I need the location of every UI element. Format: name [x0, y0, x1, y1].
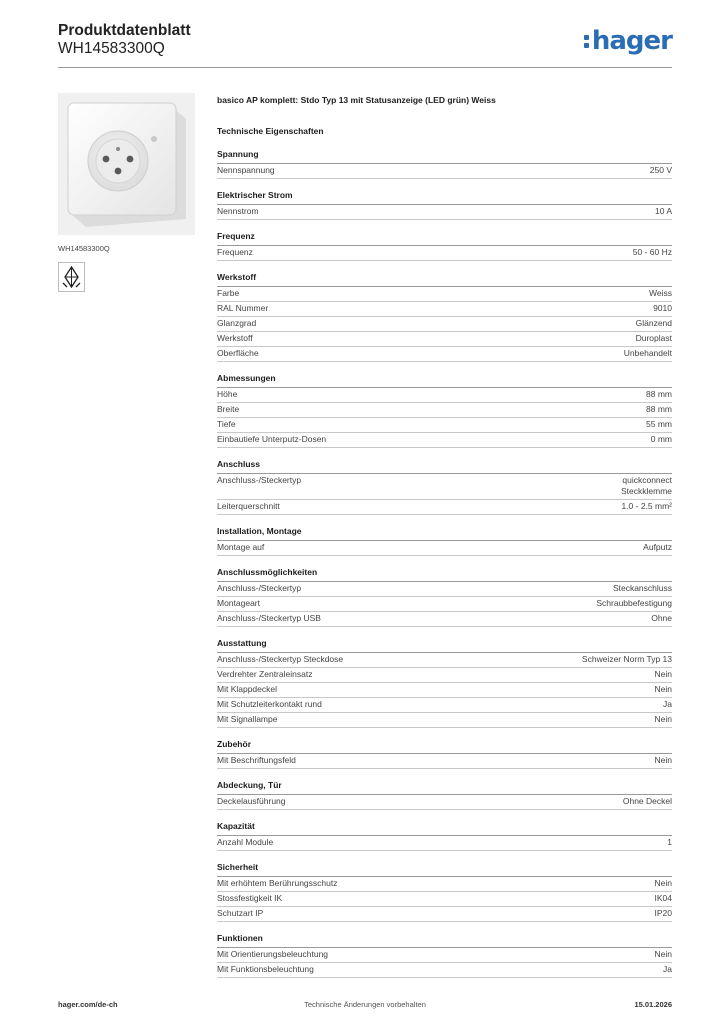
spec-group	[217, 459, 672, 515]
product-image	[58, 93, 195, 235]
spec-label: Mit Schutzleiterkontakt rund	[217, 699, 322, 709]
spec-group	[217, 272, 672, 362]
spec-value: 50 - 60 Hz	[632, 247, 672, 257]
spec-row	[217, 164, 672, 179]
spec-row	[217, 892, 672, 907]
spec-label: Mit erhöhtem Berührungsschutz	[217, 878, 338, 888]
hager-logo	[584, 26, 672, 56]
spec-group	[217, 149, 672, 179]
spec-group	[217, 821, 672, 851]
footer-date: 15.01.2026	[634, 1000, 672, 1009]
spec-row	[217, 347, 672, 362]
spec-row	[217, 302, 672, 317]
spec-row	[217, 653, 672, 668]
spec-value: 0 mm	[650, 434, 672, 444]
spec-groups	[217, 149, 672, 978]
page-footer	[58, 1000, 672, 1012]
spec-label: Farbe	[217, 288, 240, 298]
ce-certification-icon	[58, 262, 85, 292]
spec-value: Nein	[654, 755, 672, 765]
spec-value: Ohne Deckel	[622, 796, 672, 806]
spec-value: Aufputz	[643, 542, 672, 552]
spec-value: 1.0 - 2.5 mm²	[621, 501, 672, 511]
spec-row	[217, 713, 672, 728]
spec-label: Nennstrom	[217, 206, 259, 216]
spec-value: Steckanschluss	[612, 583, 672, 593]
spec-label: Stossfestigkeit IK	[217, 893, 283, 903]
product-code: WH14583300Q	[58, 40, 165, 57]
spec-group-title: Frequenz	[217, 231, 672, 246]
spec-value: 88 mm	[646, 404, 672, 414]
spec-label: Einbautiefe Unterputz-Dosen	[217, 434, 327, 444]
spec-group	[217, 190, 672, 220]
spec-label: Leiterquerschnitt	[217, 501, 280, 511]
spec-group	[217, 862, 672, 922]
header-divider	[58, 67, 672, 68]
spec-group-title: Zubehör	[217, 739, 672, 754]
spec-row	[217, 246, 672, 261]
spec-group	[217, 526, 672, 556]
spec-group-title: Anschluss	[217, 459, 672, 474]
spec-group-title: Installation, Montage	[217, 526, 672, 541]
spec-row	[217, 317, 672, 332]
spec-label: RAL Nummer	[217, 303, 269, 313]
spec-row	[217, 795, 672, 810]
spec-row	[217, 698, 672, 713]
spec-row	[217, 683, 672, 698]
spec-label: Mit Orientierungsbeleuchtung	[217, 949, 329, 959]
spec-label: Anschluss-/Steckertyp	[217, 475, 302, 485]
spec-value: quickconnect Steckklemme	[620, 475, 672, 496]
spec-value: Glänzend	[635, 318, 672, 328]
spec-row	[217, 907, 672, 922]
spec-group	[217, 638, 672, 728]
spec-row	[217, 418, 672, 433]
spec-group	[217, 739, 672, 769]
spec-row	[217, 474, 672, 500]
spec-row	[217, 754, 672, 769]
spec-row	[217, 612, 672, 627]
spec-row	[217, 963, 672, 978]
spec-row	[217, 403, 672, 418]
footer-website: hager.com/de-ch	[58, 1000, 118, 1009]
spec-value: Schweizer Norm Typ 13	[581, 654, 672, 664]
spec-row	[217, 287, 672, 302]
spec-group-title: Abmessungen	[217, 373, 672, 388]
spec-group-title: Spannung	[217, 149, 672, 164]
spec-row	[217, 836, 672, 851]
footer-notice: Technische Änderungen vorbehalten	[304, 1000, 426, 1009]
spec-value: 10 A	[654, 206, 672, 216]
spec-value: Nein	[654, 669, 672, 679]
spec-row	[217, 948, 672, 963]
spec-label: Deckelausführung	[217, 796, 286, 806]
spec-value: 88 mm	[646, 389, 672, 399]
spec-label: Tiefe	[217, 419, 236, 429]
spec-label: Glanzgrad	[217, 318, 257, 328]
spec-group	[217, 567, 672, 627]
page-header	[58, 20, 672, 68]
spec-row	[217, 582, 672, 597]
spec-value: Nein	[654, 684, 672, 694]
spec-group	[217, 373, 672, 448]
main-content	[217, 95, 672, 989]
technical-properties-title: Technische Eigenschaften	[217, 126, 324, 136]
spec-value: Schraubbefestigung	[596, 598, 672, 608]
spec-row	[217, 332, 672, 347]
spec-value: IK04	[654, 893, 672, 903]
product-description: basico AP komplett: Stdo Typ 13 mit Statusanzeige (LED grün) Weiss	[217, 95, 496, 105]
spec-group-title: Anschlussmöglichkeiten	[217, 567, 672, 582]
spec-label: Schutzart IP	[217, 908, 264, 918]
spec-row	[217, 877, 672, 892]
spec-group-title: Sicherheit	[217, 862, 672, 877]
spec-group-title: Ausstattung	[217, 638, 672, 653]
spec-group-title: Elektrischer Strom	[217, 190, 672, 205]
spec-value: Ja	[663, 699, 672, 709]
spec-label: Montageart	[217, 598, 260, 608]
spec-label: Mit Funktionsbeleuchtung	[217, 964, 314, 974]
spec-value: Duroplast	[635, 333, 672, 343]
spec-group-title: Abdeckung, Tür	[217, 780, 672, 795]
spec-row	[217, 433, 672, 448]
spec-row	[217, 597, 672, 612]
spec-label: Anschluss-/Steckertyp Steckdose	[217, 654, 344, 664]
logo-text: hager	[591, 26, 672, 56]
spec-label: Anschluss-/Steckertyp	[217, 583, 302, 593]
spec-label: Anschluss-/Steckertyp USB	[217, 613, 321, 623]
spec-label: Mit Signallampe	[217, 714, 278, 724]
logo-dots-icon	[584, 35, 590, 51]
spec-value: Nein	[654, 714, 672, 724]
spec-group-title: Kapazität	[217, 821, 672, 836]
spec-row	[217, 500, 672, 515]
spec-label: Werkstoff	[217, 333, 253, 343]
spec-value: Ohne	[651, 613, 672, 623]
spec-value: 250 V	[649, 165, 672, 175]
spec-value: 55 mm	[646, 419, 672, 429]
spec-label: Mit Beschriftungsfeld	[217, 755, 296, 765]
spec-row	[217, 541, 672, 556]
spec-value: 1	[667, 837, 672, 847]
spec-row	[217, 388, 672, 403]
spec-value: Nein	[654, 949, 672, 959]
spec-row	[217, 668, 672, 683]
spec-label: Oberfläche	[217, 348, 259, 358]
spec-group	[217, 933, 672, 978]
image-caption: WH14583300Q	[58, 244, 110, 253]
spec-value: 9010	[653, 303, 672, 313]
spec-group-title: Funktionen	[217, 933, 672, 948]
spec-group	[217, 780, 672, 810]
spec-group-title: Werkstoff	[217, 272, 672, 287]
spec-row	[217, 205, 672, 220]
spec-value: Weiss	[649, 288, 672, 298]
spec-value: Nein	[654, 878, 672, 888]
spec-label: Mit Klappdeckel	[217, 684, 278, 694]
spec-label: Frequenz	[217, 247, 253, 257]
spec-label: Höhe	[217, 389, 238, 399]
socket-outlet-illustration	[58, 93, 195, 235]
spec-value: Ja	[663, 964, 672, 974]
spec-label: Anzahl Module	[217, 837, 274, 847]
spec-label: Montage auf	[217, 542, 265, 552]
spec-label: Nennspannung	[217, 165, 275, 175]
spec-label: Verdrehter Zentraleinsatz	[217, 669, 313, 679]
spec-label: Breite	[217, 404, 240, 414]
spec-value: Unbehandelt	[623, 348, 672, 358]
document-title: Produktdatenblatt	[58, 22, 191, 39]
spec-value: IP20	[654, 908, 672, 918]
spec-group	[217, 231, 672, 261]
